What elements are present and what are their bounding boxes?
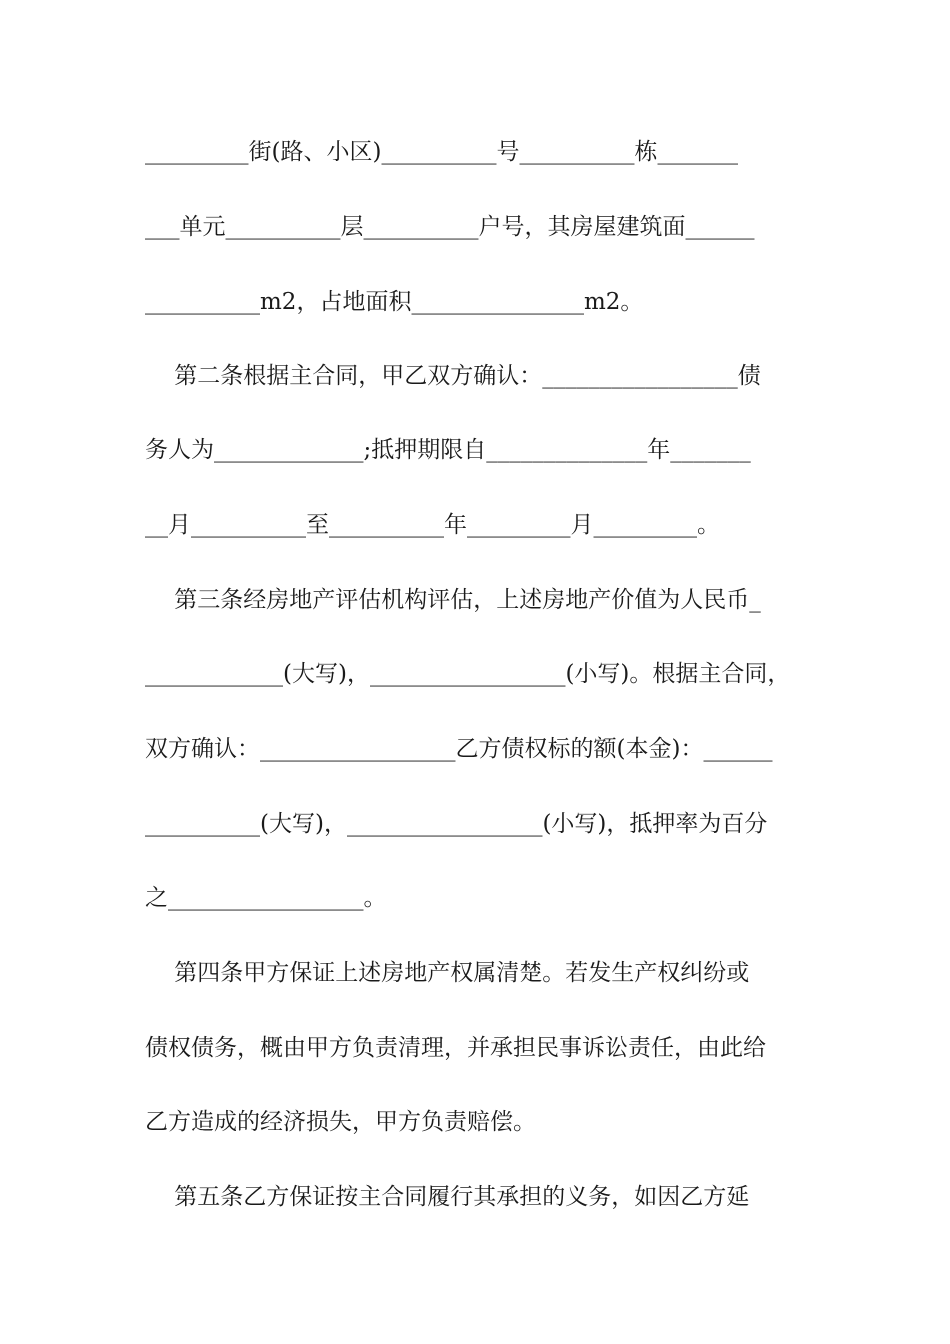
text-line-8: ____________(大写)，_________________(小写)。根据主合同， (145, 661, 791, 687)
text-line-15: 第五条乙方保证按主合同履行其承担的义务，如因乙方延 (145, 1184, 750, 1210)
text-line-6: __月__________至__________年_________月_________。 (145, 512, 720, 538)
text-line-11: 之_________________。 (145, 885, 387, 911)
text-line-13: 债权债务，概由甲方负责清理，并承担民事诉讼责任，由此给 (145, 1035, 766, 1061)
text-line-2: ___单元__________层__________户号，其房屋建筑面______ (145, 214, 755, 240)
text-line-5: 务人为_____________;抵押期限自______________年_______ (145, 437, 751, 463)
text-line-14: 乙方造成的经济损失，甲方负责赔偿。 (145, 1109, 536, 1135)
text-line-12: 第四条甲方保证上述房地产权属清楚。若发生产权纠纷或 (145, 960, 750, 986)
text-line-7: 第三条经房地产评估机构评估，上述房地产价值为人民币_ (145, 587, 761, 613)
text-line-10: __________(大写)，_________________(小写)，抵押率为百分 (145, 811, 768, 837)
text-line-1: _________街(路、小区)__________号__________栋_______ (145, 139, 738, 165)
text-line-4: 第二条根据主合同，甲乙双方确认：_________________债 (145, 363, 761, 389)
text-line-3: __________m2，占地面积_______________m2。 (145, 289, 644, 315)
text-line-9: 双方确认：_________________乙方债权标的额(本金)：______ (145, 736, 773, 762)
